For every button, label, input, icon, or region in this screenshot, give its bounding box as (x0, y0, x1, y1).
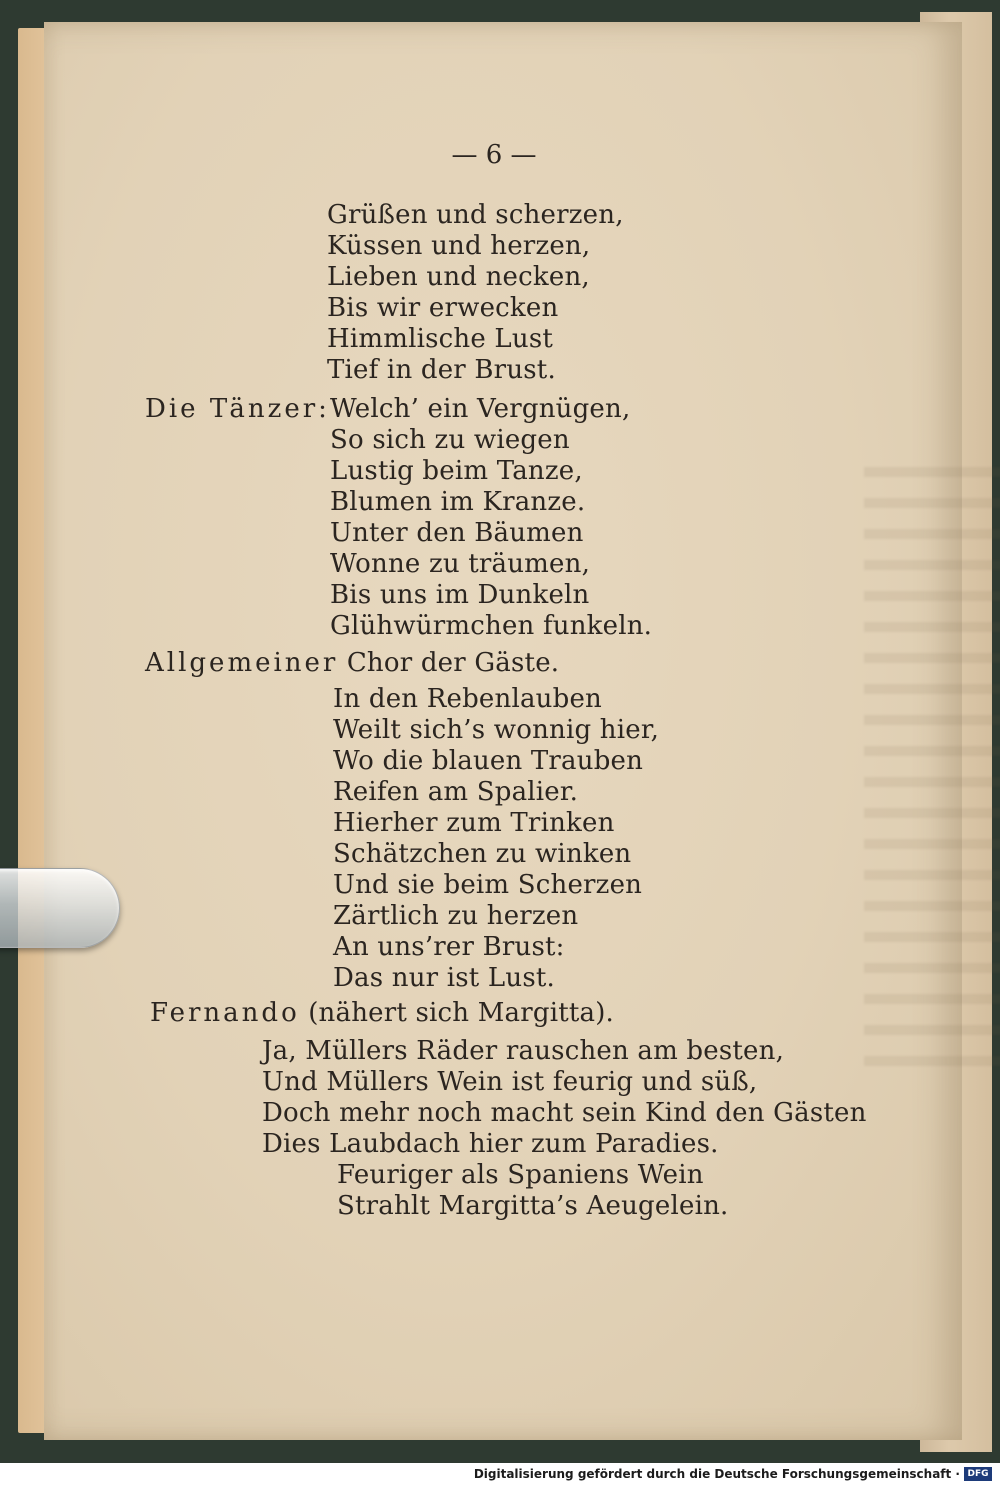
stanza-2 (330, 394, 652, 642)
verse-line: In den Rebenlauben (333, 684, 602, 714)
verse-line: Zärtlich zu herzen (333, 901, 579, 931)
verse-line: Küssen und herzen, (327, 231, 591, 261)
dfg-logo-icon: DFG (964, 1467, 992, 1481)
verse-line: Dies Laubdach hier zum Paradies. (262, 1129, 719, 1159)
verse-line: Blumen im Kranze. (330, 487, 586, 517)
verse-line: Wo die blauen Trauben (333, 746, 644, 776)
verse-line: Und sie beim Scherzen (333, 870, 643, 900)
speaker-label-rest: Chor der Gäste. (346, 648, 560, 678)
verse-line: Reifen am Spalier. (333, 777, 579, 807)
verse-line: Schätzchen zu winken (333, 839, 632, 869)
verse-line: Bis uns im Dunkeln (330, 580, 590, 610)
verse-line: Feuriger als Spaniens Wein (337, 1160, 704, 1190)
speaker-label: Allgemeiner (145, 648, 339, 678)
verse-line: Grüßen und scherzen, (327, 200, 624, 230)
verse-line: An uns’rer Brust: (333, 932, 565, 962)
verse-line: Unter den Bäumen (330, 518, 584, 548)
verse-line: Tief in der Brust. (327, 355, 556, 385)
verse-line: Wonne zu träumen, (330, 549, 591, 579)
verse-line: So sich zu wiegen (330, 425, 570, 455)
stanza-3 (333, 684, 659, 994)
verse-line: Ja, Müllers Räder rauschen am besten, (262, 1036, 785, 1066)
speaker-label: Fernando (150, 998, 300, 1028)
verse-line: Glühwürmchen funkeln. (330, 611, 653, 641)
bleed-through-text (864, 467, 1000, 1067)
stanza-4-indented (337, 1160, 729, 1222)
verse-line: Und Müllers Wein ist feurig und süß, (262, 1067, 758, 1097)
page-number: — 6 — (451, 140, 537, 170)
verse-line: Himmlische Lust (327, 324, 554, 354)
stanza-1 (327, 200, 624, 386)
verse-line: Lieben und necken, (327, 262, 590, 292)
verse-line: Weilt sich’s wonnig hier, (333, 715, 660, 745)
verse-line: Bis wir erwecken (327, 293, 559, 323)
verse-line: Welch’ ein Vergnügen, (330, 394, 631, 424)
stage-direction: (nähert sich Margitta). (308, 998, 615, 1028)
speaker-die-taenzer: Die Tänzer: (145, 394, 330, 424)
footer-credit: Digitalisierung gefördert durch die Deutsche Forschungsgemeinschaft · (473, 1467, 960, 1481)
verse-line: Das nur ist Lust. (333, 963, 555, 993)
verse-line: Lustig beim Tanze, (330, 456, 583, 486)
page-clip (0, 868, 120, 948)
verse-line: Doch mehr noch macht sein Kind den Gästen (262, 1098, 867, 1128)
stanza-4 (262, 1036, 867, 1160)
verse-line: Strahlt Margitta’s Aeugelein. (337, 1191, 729, 1221)
digitization-footer (0, 1463, 1000, 1485)
speaker-allgemeiner-chor (145, 648, 559, 679)
speaker-fernando (150, 998, 614, 1029)
verse-line: Hierher zum Trinken (333, 808, 615, 838)
